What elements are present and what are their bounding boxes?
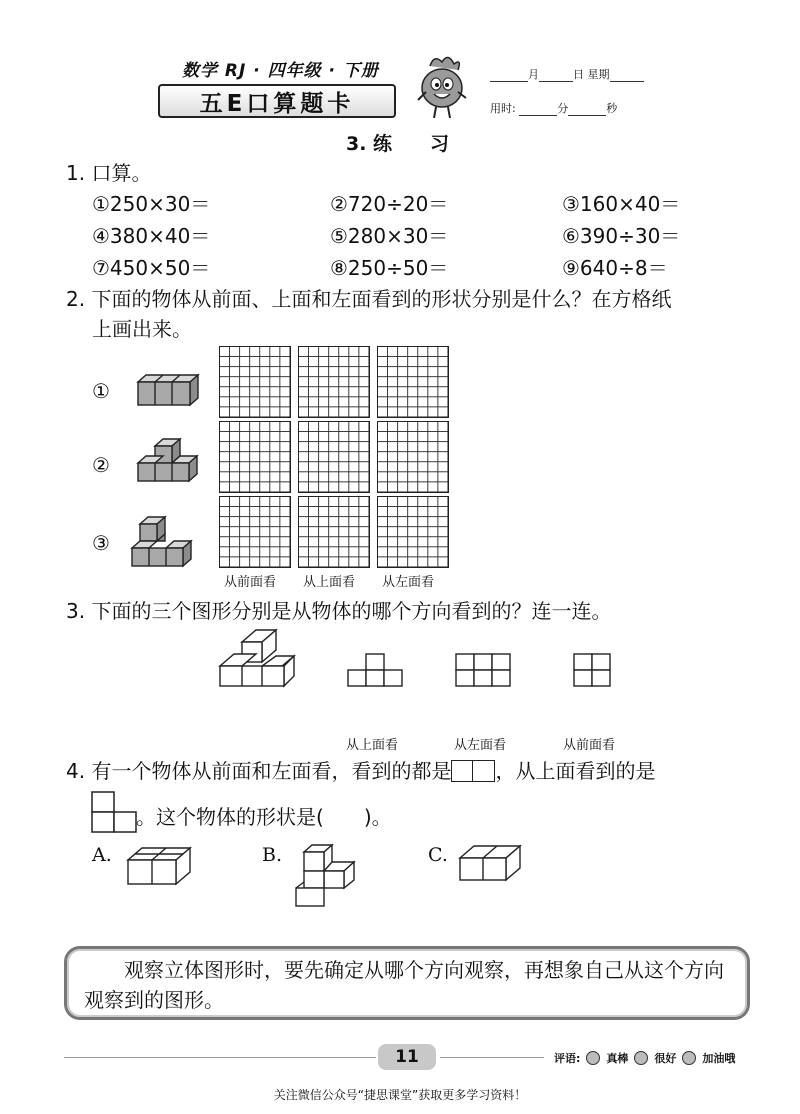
happy-face-icon	[634, 1051, 648, 1065]
q3-label-top: 从上面看	[346, 738, 399, 753]
grid-front-1[interactable]	[219, 346, 291, 418]
calc-item-9: ⑨640÷8＝	[562, 256, 668, 280]
time-fields: 用时: 分 秒	[490, 102, 618, 115]
col-label-front: 从前面看	[224, 575, 277, 590]
q3-view-c	[572, 650, 614, 690]
q4-option-a-solid	[124, 842, 196, 888]
calc-item-3: ③160×40＝	[562, 192, 681, 216]
calc-item-2: ②720÷20＝	[330, 192, 449, 216]
grid-top-1[interactable]	[298, 346, 370, 418]
q4-shape-top-view	[90, 790, 138, 834]
col-label-top: 从上面看	[303, 575, 356, 590]
col-label-left: 从左面看	[382, 575, 435, 590]
page-number: 11	[378, 1044, 436, 1070]
footer-divider-left	[64, 1057, 376, 1058]
calc-item-8: ⑧250÷50＝	[330, 256, 449, 280]
section-title: 3. 练 习	[346, 133, 450, 155]
date-fields: 月 日 星期	[490, 66, 644, 82]
q2-solid-2	[130, 436, 210, 488]
q2-solid-3	[124, 512, 208, 574]
grid-left-3[interactable]	[377, 496, 449, 568]
cheer-face-icon	[682, 1051, 696, 1065]
grid-front-2[interactable]	[219, 421, 291, 493]
grid-front-3[interactable]	[219, 496, 291, 568]
q3-label-left: 从左面看	[454, 738, 507, 753]
calc-item-6: ⑥390÷30＝	[562, 224, 681, 248]
calc-item-7: ⑦450×50＝	[92, 256, 211, 280]
calc-item-5: ⑤280×30＝	[330, 224, 449, 248]
q4-option-c-label[interactable]: C.	[428, 844, 448, 866]
q3-view-b	[454, 650, 514, 690]
smile-face-icon	[586, 1051, 600, 1065]
grid-top-2[interactable]	[298, 421, 370, 493]
q1-label: 1. 口算。	[66, 161, 152, 185]
grid-left-2[interactable]	[377, 421, 449, 493]
book-title: 五E口算题卡	[158, 84, 396, 118]
tip-text: 观察立体图形时，要先确定从哪个方向观察，再想象自己从这个方向观察到的图形。	[84, 958, 724, 1012]
q4-option-c-solid	[456, 842, 526, 886]
grid-top-3[interactable]	[298, 496, 370, 568]
q2-solid-1	[130, 368, 210, 412]
q4-option-a-label[interactable]: A.	[92, 844, 112, 866]
q4-option-b-label[interactable]: B.	[262, 844, 283, 866]
q2-row-label-2: ②	[92, 453, 110, 477]
evaluation-row: 评语: 真棒 很好 加油哦	[554, 1052, 736, 1065]
q4-option-b-solid	[290, 842, 360, 908]
q2-text-line1: 2. 下面的物体从前面、上面和左面看到的形状分别是什么？在方格纸	[66, 287, 672, 311]
calc-item-1: ①250×30＝	[92, 192, 211, 216]
q4-line1: 4. 有一个物体从前面和左面看，看到的都是 ，从上面看到的是	[66, 759, 656, 783]
q2-text-line2: 上画出来。	[92, 317, 192, 341]
calc-item-4: ④380×40＝	[92, 224, 211, 248]
q2-row-label-1: ①	[92, 379, 110, 403]
q4-shape-two-squares	[451, 760, 495, 782]
footer-divider-right	[440, 1057, 544, 1058]
q4-answer-blank[interactable]	[324, 804, 364, 830]
book-subtitle: 数学 RJ · 四年级 · 下册	[182, 61, 379, 81]
q3-text: 3. 下面的三个图形分别是从物体的哪个方向看到的？连一连。	[66, 599, 612, 623]
q3-view-a	[346, 650, 406, 690]
grid-left-1[interactable]	[377, 346, 449, 418]
q3-solid	[218, 626, 300, 688]
footer-note: 关注微信公众号“捷思课堂”获取更多学习资料！	[273, 1088, 527, 1102]
q3-label-front: 从前面看	[563, 738, 616, 753]
q4-line2: 。这个物体的形状是( )。	[136, 805, 392, 829]
q2-row-label-3: ③	[92, 531, 110, 555]
mascot-icon	[412, 52, 472, 120]
